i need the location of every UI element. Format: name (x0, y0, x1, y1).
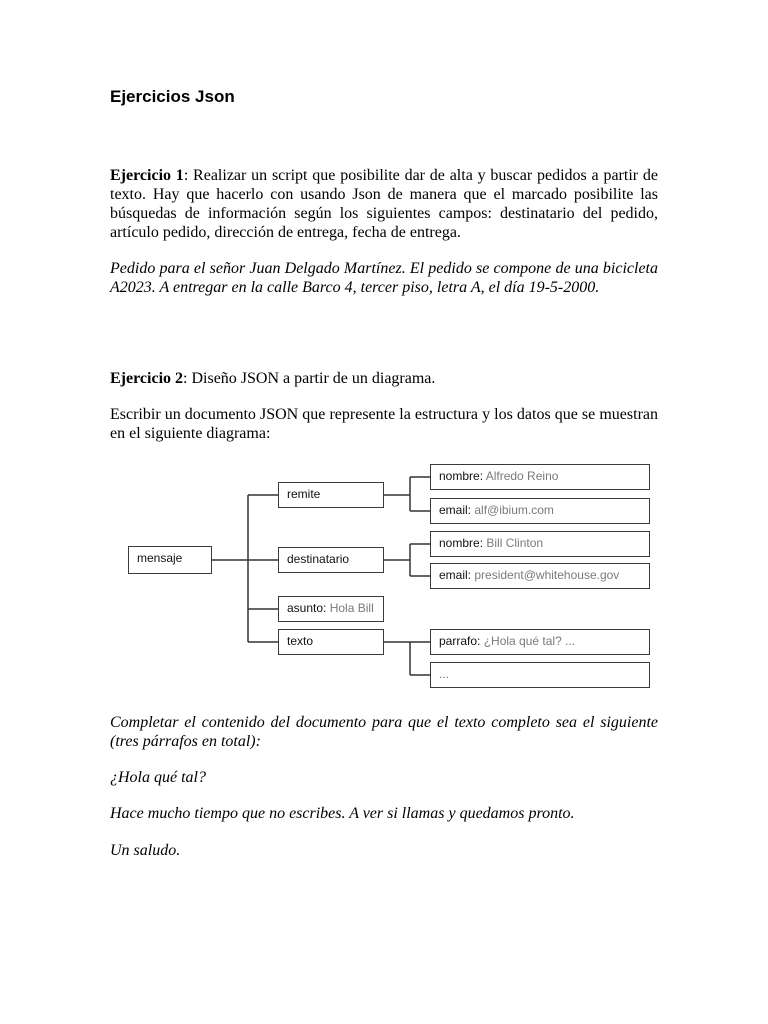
texto-linea-3: Un saludo. (110, 842, 181, 859)
diagram-node-email-remite: email: alf@ibium.com (430, 498, 650, 524)
diagram-node-remite: remite (278, 482, 384, 508)
ejercicio-1-statement (110, 166, 658, 242)
ejercicio-1-example: Pedido para el señor Juan Delgado Martínez. El pedido se compone de una bicicleta A2023. A entregar en la calle Barco 4, tercer piso, letra A, el día 19-5-2000. (110, 260, 658, 296)
completar-instructions: Completar el contenido del documento para que el texto completo sea el siguiente (tres párrafos en total): (110, 714, 658, 750)
diagram-node-asunto: asunto: Hola Bill (278, 596, 384, 622)
diagram-node-email-destinatario: email: president@whitehouse.gov (430, 563, 650, 589)
page-title: Ejercicios Json (110, 87, 235, 106)
diagram-node-nombre-destinatario: nombre: Bill Clinton (430, 531, 650, 557)
ejercicio-1-label: Ejercicio 1 (110, 167, 184, 184)
diagram-node-nombre-remite: nombre: Alfredo Reino (430, 464, 650, 490)
ejercicio-2-label: Ejercicio 2 (110, 370, 184, 387)
ejercicio-2-text: : Diseño JSON a partir de un diagrama. (183, 370, 436, 387)
diagram-node-parrafo: parrafo: ¿Hola qué tal? ... (430, 629, 650, 655)
texto-linea-1: ¿Hola qué tal? (110, 769, 206, 786)
ejercicio-2-instructions: Escribir un documento JSON que represente la estructura y los datos que se muestran en el siguiente diagrama: (110, 406, 658, 442)
diagram-node-texto: texto (278, 629, 384, 655)
json-structure-diagram (124, 460, 654, 692)
diagram-node-mensaje: mensaje (128, 546, 212, 574)
diagram-node-destinatario: destinatario (278, 547, 384, 573)
ejercicio-2-statement (110, 369, 658, 388)
diagram-node-more: ... (430, 662, 650, 688)
texto-linea-2: Hace mucho tiempo que no escribes. A ver si llamas y quedamos pronto. (110, 805, 575, 822)
ejercicio-1-text: : Realizar un script que posibilite dar de alta y buscar pedidos a partir de texto. Hay que hacerlo con usando Json de manera que el marcado posibilite las búsquedas de información según los siguientes campos: destinatario del pedido, artículo pedido, dirección de entrega, fecha de entrega. (110, 167, 658, 241)
